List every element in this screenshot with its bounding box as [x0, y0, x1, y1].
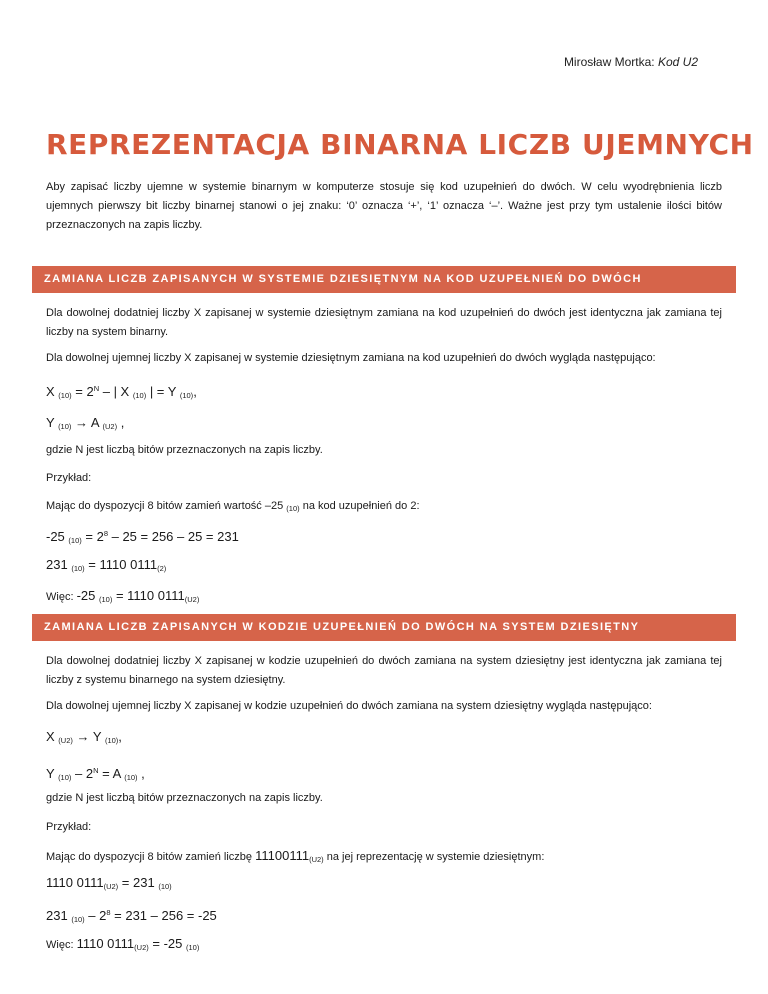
s2-formula-2: Y $_{(10)} - 2^N = A$ $_{(10)}$ ,: [46, 766, 145, 782]
s1-formula-1: X $_{(10)} = 2^N$ – | X $_{(10)}$ | = Y $_{(10)}$,: [46, 384, 197, 400]
intro-paragraph: Aby zapisać liczby ujemne w systemie binarnym w komputerze stosuje się kod uzupełnień do dwóch. W celu wyodrębnienia liczb ujemnych pierwszy bit liczby binarnej stanowi o jej znaku: ‘0’ oznacza ‘+’, ‘1’ oznacza ‘–’. Ważne jest przy tym ustalenie ilości bitów przeznaczonych na zapis liczby.: [46, 181, 722, 231]
s2-example-step-1: 1110 $0111_{(U2)} = 231$ $_{(10)}$: [46, 875, 172, 891]
s2-example-step-2: 231 $_{(10)} - 2^8 = 231 - 256 = -25$: [46, 908, 217, 924]
s1-example-result: Więc: -25 $_{(10)}$ = 1110 $0111_{(U2)}$: [46, 588, 200, 604]
s1-negative-paragraph: Dla dowolnej ujemnej liczby X zapisanej w systemie dziesiętnym zamiana na kod uzupełnień do dwóch wygląda następująco:: [46, 352, 656, 364]
s2-where-note: gdzie N jest liczbą bitów przeznaczonych na zapis liczby.: [46, 792, 323, 804]
s2-negative-paragraph: Dla dowolnej ujemnej liczby X zapisanej w kodzie uzupełnień do dwóch zamiana na system dziesiętny wygląda następująco:: [46, 700, 652, 712]
section-heading-dec-to-u2: ZAMIANA LICZB ZAPISANYCH W SYSTEMIE DZIESIĘTNYM NA KOD UZUPEŁNIEŃ DO DWÓCH: [32, 266, 736, 293]
header-author: Mirosław Mortka:: [563, 55, 655, 69]
s2-example-task: Mając do dyspozycji 8 bitów zamień liczbę $11100111_{(U2)}$ na jej reprezentację w systemie dziesiętnym:: [46, 848, 545, 864]
section-heading-u2-to-dec: ZAMIANA LICZB ZAPISANYCH W KODZIE UZUPEŁNIEŃ DO DWÓCH NA SYSTEM DZIESIĘTNY: [32, 614, 736, 641]
s1-example-task: Mając do dyspozycji 8 bitów zamień wartość –25 $_{(10)}$ na kod uzupełnień do 2:: [46, 500, 420, 513]
s1-where-note: gdzie N jest liczbą bitów przeznaczonych na zapis liczby.: [46, 444, 323, 456]
page-header: [564, 55, 698, 69]
s2-example-result: Więc: 1110 $0111_{(U2)} = -25$ $_{(10)}$: [46, 936, 200, 952]
s1-positive-paragraph: Dla dowolnej dodatniej liczby X zapisanej w systemie dziesiętnym zamiana na kod uzupełnień do dwóch jest identyczna jak zamiana tej liczby na system binarny.: [46, 307, 722, 338]
s1-example-label: Przykład:: [46, 472, 92, 484]
s1-example-step-2: 231 $_{(10)}$ = 1110 $0111_{(2)}$: [46, 557, 167, 573]
s2-formula-1: X $_{(U2)}$ → Y $_{(10)}$,: [46, 729, 122, 745]
s1-example-step-1: -25 $_{(10)} = 2^8 - 25 = 256 - 25 = 231$: [46, 529, 239, 545]
s2-example-label: Przykład:: [46, 821, 92, 833]
s2-positive-paragraph: Dla dowolnej dodatniej liczby X zapisanej w kodzie uzupełnień do dwóch zamiana na system dziesiętny jest identyczna jak zamiana tej liczby z systemu binarnego na system dziesiętny.: [46, 655, 722, 686]
page-title: REPREZENTACJA BINARNA LICZB UJEMNYCH: [46, 128, 754, 161]
s1-formula-2: Y $_{(10)}$ → A $_{(U2)}$ ,: [46, 415, 125, 431]
header-doc-title: Kod U2: [657, 55, 698, 69]
